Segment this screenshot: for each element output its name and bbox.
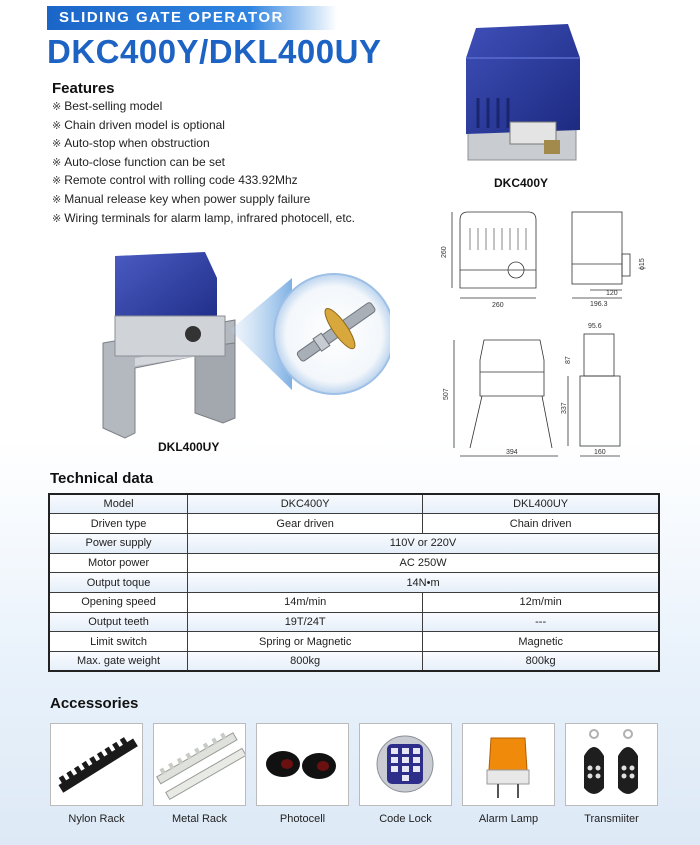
- dim-top-side-a: 120: [606, 290, 618, 297]
- table-row: [49, 592, 659, 612]
- dim-top-shaft: ϕ15: [639, 258, 646, 270]
- table-row: [49, 573, 659, 593]
- dim-bottom-side-top: 95.6: [588, 323, 602, 330]
- feature-item: ※ Best-selling model: [52, 99, 163, 113]
- cell: 14m/min: [188, 592, 423, 612]
- nylon-rack-image: [50, 723, 143, 806]
- row-label: Model: [49, 494, 188, 514]
- row-label: Output toque: [49, 573, 188, 593]
- dkl400uy-caption: DKL400UY: [158, 440, 220, 454]
- technical-data-table: [48, 493, 660, 672]
- cell: Gear driven: [188, 514, 423, 534]
- nylon-rack-label: Nylon Rack: [68, 813, 125, 825]
- metal-rack-image: [153, 723, 246, 806]
- cell: 14N•m: [188, 573, 659, 593]
- feature-item: ※ Remote control with rolling code 433.92Mhz: [52, 173, 298, 188]
- row-label: Limit switch: [49, 632, 188, 652]
- dim-bottom-width: 394: [506, 449, 518, 456]
- features-heading: Features: [52, 80, 115, 97]
- cell: Magnetic: [423, 632, 659, 652]
- cell: DKL400UY: [423, 494, 659, 514]
- row-label: Output teeth: [49, 612, 188, 632]
- cell: Spring or Magnetic: [188, 632, 423, 652]
- dkc400y-product-image: [458, 18, 588, 168]
- transmitter-label: Transmiiter: [584, 813, 639, 825]
- cell: Chain driven: [423, 514, 659, 534]
- cell: 800kg: [423, 652, 659, 672]
- dim-top-height: 260: [441, 246, 448, 258]
- dkc400y-caption: DKC400Y: [494, 176, 549, 190]
- dim-bottom-side-w: 160: [594, 449, 606, 456]
- feature-item: ※ Auto-stop when obstruction: [52, 136, 210, 151]
- features-list: [52, 98, 355, 228]
- table-row: [49, 533, 659, 553]
- row-label: Motor power: [49, 553, 188, 573]
- feature-item: ※ Auto-close function can be set: [52, 154, 225, 169]
- gear-shaft-callout: [222, 270, 390, 400]
- row-label: Max. gate weight: [49, 652, 188, 672]
- code-lock-image: [359, 723, 452, 806]
- table-row: [49, 652, 659, 672]
- row-label: Power supply: [49, 533, 188, 553]
- cell: DKC400Y: [188, 494, 423, 514]
- row-label: Driven type: [49, 514, 188, 534]
- model-title: DKC400Y/DKL400UY: [47, 33, 382, 70]
- cell: AC 250W: [188, 553, 659, 573]
- dim-bottom-side-mid: 87: [565, 356, 572, 364]
- feature-item: ※ Wiring terminals for alarm lamp, infrared photocell, etc.: [52, 210, 355, 225]
- dim-bottom-side-h: 337: [561, 402, 568, 414]
- photocell-label: Photocell: [279, 813, 326, 825]
- cell: 12m/min: [423, 592, 659, 612]
- cell: 800kg: [188, 652, 423, 672]
- feature-item: ※ Chain driven model is optional: [52, 117, 225, 132]
- alarm-lamp-label: Alarm Lamp: [478, 813, 539, 825]
- accessories-heading: Accessories: [50, 695, 139, 712]
- cell: ---: [423, 612, 659, 632]
- table-row: [49, 514, 659, 534]
- code-lock-label: Code Lock: [379, 813, 432, 825]
- table-row: [49, 553, 659, 573]
- transmitter-image: [565, 723, 658, 806]
- dim-top-width: 260: [492, 302, 504, 309]
- table-row: [49, 612, 659, 632]
- dimension-drawings: [440, 200, 650, 460]
- dim-top-side-b: 196.3: [590, 301, 608, 308]
- table-row: [49, 494, 659, 514]
- table-row: [49, 632, 659, 652]
- technical-data-heading: Technical data: [50, 470, 154, 487]
- feature-item: ※ Manual release key when power supply failure: [52, 191, 311, 206]
- alarm-lamp-image: [462, 723, 555, 806]
- cell: 19T/24T: [188, 612, 423, 632]
- metal-rack-label: Metal Rack: [171, 813, 228, 825]
- row-label: Opening speed: [49, 592, 188, 612]
- header-banner: SLIDING GATE OPERATOR: [47, 6, 337, 30]
- cell: 110V or 220V: [188, 533, 659, 553]
- photocell-image: [256, 723, 349, 806]
- dim-bottom-height: 507: [443, 388, 450, 400]
